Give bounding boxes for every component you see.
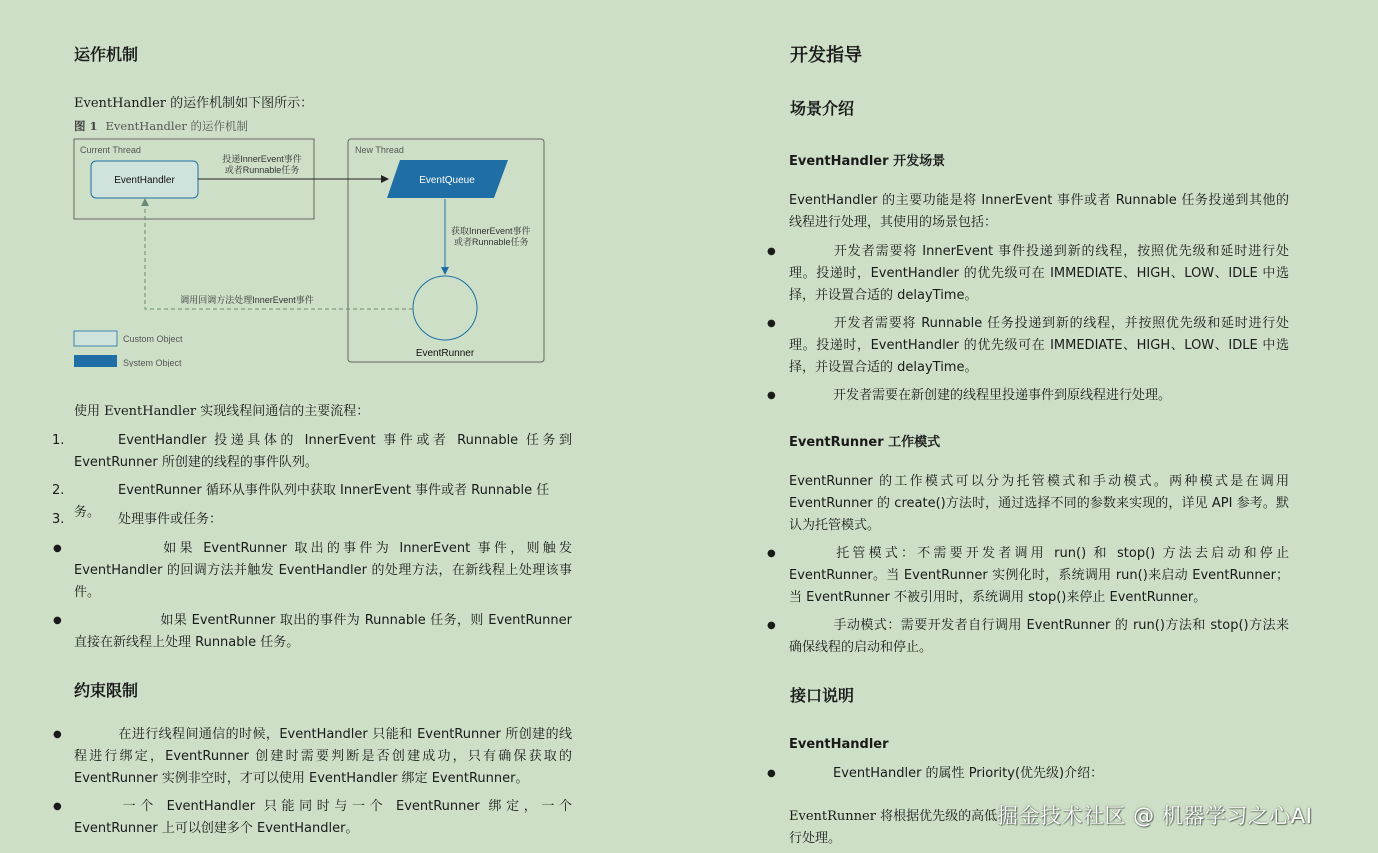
constraint-2-text: 一个 EventHandler 只能同时与一个 EventRunner 绑定，一个 EventRunner 上可以创建多个 EventHandler。 [74, 799, 572, 836]
event-queue-node-label: EventQueue [419, 175, 475, 186]
constraint-1-text: 在进行线程间通信的时候，EventHandler 只能和 EventRunner 所创建的线程进行绑定，EventRunner 创建时需要判断是否创建成功，只有确保获取的 EventRunner 实例非空时，才可以使用 EventHandler 绑定 EventRunner。 [74, 727, 572, 786]
fetch-arrow-label-1: 获取InnerEvent事件 [451, 226, 531, 236]
legend-custom-swatch [74, 331, 117, 346]
eh-scene-bullet-1 [789, 241, 1289, 307]
bullet-dot: ● [53, 729, 62, 740]
eh-scene-bullet-2 [789, 313, 1289, 379]
figure-caption [74, 118, 248, 134]
constraint-2 [74, 796, 572, 840]
legend-custom-label: Custom Object [123, 334, 183, 344]
bullet-dot: ● [767, 548, 776, 559]
bullet-dot: ● [767, 620, 776, 631]
bullet-dot: ● [767, 246, 776, 257]
figure-number: 图 1 [74, 119, 98, 133]
eh-scene-bullet-3-text: 开发者需要在新创建的线程里投递事件到原线程进行处理。 [833, 388, 1172, 403]
post-arrow-label-1: 投递InnerEvent事件 [222, 154, 302, 164]
eh-scene-bullet-1-text: 开发者需要将 InnerEvent 事件投递到新的线程，按照优先级和延时进行处理。投递时，EventHandler 的优先级可在 IMMEDIATE、HIGH、LOW、IDLE 中选择，并设置合适的 delayTime。 [789, 244, 1289, 303]
step-1 [74, 430, 572, 474]
sub-bullet-2-text: 如果 EventRunner 取出的事件为 Runnable 任务，则 EventRunner 直接在新线程上处理 Runnable 任务。 [74, 613, 572, 650]
eh-scene-bullet-3 [789, 385, 1289, 407]
step-number-3: 3. [52, 512, 65, 527]
bullet-dot: ● [53, 615, 62, 626]
step-number-2: 2. [52, 483, 65, 498]
api-tail-line-1: EventRunner 将根据优先级的高低 [789, 809, 998, 824]
event-runner-node [413, 276, 477, 340]
new-thread-label: New Thread [355, 145, 404, 155]
sub-bullet-1 [74, 538, 572, 604]
bullet-dot: ● [767, 390, 776, 401]
section-title-mechanism: 运作机制 [74, 45, 139, 64]
step-1-text: EventHandler 投递具体的 InnerEvent 事件或者 Runnable 任务到 EventRunner 所创建的线程的事件队列。 [74, 433, 572, 470]
watermark: 掘金技术社区 @ 机器学习之心AI [997, 804, 1313, 828]
bullet-dot: ● [767, 768, 776, 779]
runner-bullet-1 [789, 543, 1289, 609]
figure-caption-text: EventHandler 的运作机制 [105, 119, 249, 133]
sub-bullet-2 [74, 610, 572, 654]
section-title-api: 接口说明 [790, 686, 855, 705]
bullet-dot: ● [53, 543, 62, 554]
api-tail-line-2: 行处理。 [789, 831, 842, 846]
fetch-arrow-label-2: 或者Runnable任务 [454, 237, 529, 247]
bullet-dot: ● [767, 318, 776, 329]
runner-bullet-2 [789, 615, 1289, 659]
legend-system-swatch [74, 355, 117, 367]
eh-scene-bullet-2-text: 开发者需要将 Runnable 任务投递到新的线程，并按照优先级和延时进行处理。投递时，EventHandler 的优先级可在 IMMEDIATE、HIGH、LOW、IDLE 中选择，并设置合适的 delayTime。 [789, 316, 1289, 375]
api-bullet-text: EventHandler 的属性 Priority(优先级)介绍： [833, 766, 1104, 781]
subsection-title-runner-mode: EventRunner 工作模式 [789, 435, 941, 450]
section-title-constraints: 约束限制 [74, 681, 139, 700]
runner-bullet-2-text: 手动模式：需要开发者自行调用 EventRunner 的 run()方法和 stop()方法来确保线程的启动和停止。 [789, 618, 1289, 655]
event-runner-node-label: EventRunner [415, 348, 475, 359]
bullet-dot: ● [53, 801, 62, 812]
callback-arrow-label: 调用回调方法处理InnerEvent事件 [180, 295, 314, 305]
mechanism-diagram [70, 135, 550, 367]
api-bullet [789, 763, 1289, 785]
callback-arrow [145, 199, 413, 309]
section-title-scenes: 场景介绍 [790, 99, 855, 118]
step-number-1: 1. [52, 433, 65, 448]
flow-intro: 使用 EventHandler 实现线程间通信的主要流程： [74, 404, 370, 419]
step-2-text: EventRunner 循环从事件队列中获取 InnerEvent 事件或者 Runnable 任务。 [74, 483, 550, 520]
section-title-dev-guide: 开发指导 [790, 45, 862, 66]
runner-bullet-1-text: 托管模式：不需要开发者调用 run() 和 stop() 方法去启动和停止 EventRunner。当 EventRunner 实例化时，系统调用 run()来启动 EventRunner；当 EventRunner 不被引用时，系统调用 stop()来停止 EventRunner。 [789, 546, 1289, 605]
legend-system-label: System Object [123, 358, 182, 367]
step-3-text: 处理事件或任务： [118, 512, 223, 527]
eh-scene-intro: EventHandler 的主要功能是将 InnerEvent 事件或者 Runnable 任务投递到其他的线程进行处理，其使用的场景包括： [789, 193, 1289, 230]
current-thread-label: Current Thread [80, 145, 141, 155]
runner-intro: EventRunner 的工作模式可以分为托管模式和手动模式。两种模式是在调用 EventRunner 的 create()方法时，通过选择不同的参数来实现的，详见 API 参考。默认为托管模式。 [789, 474, 1289, 533]
intro-text: EventHandler 的运作机制如下图所示： [74, 96, 314, 111]
subsection-title-api-eventhandler: EventHandler [789, 737, 889, 752]
constraint-1 [74, 724, 572, 790]
subsection-title-eh-scenes: EventHandler 开发场景 [789, 154, 946, 169]
post-arrow-label-2: 或者Runnable任务 [224, 165, 300, 175]
event-handler-node-label: EventHandler [114, 175, 175, 186]
step-3 [74, 509, 572, 531]
sub-bullet-1-text: 如果 EventRunner 取出的事件为 InnerEvent 事件，则触发 EventHandler 的回调方法并触发 EventHandler 的处理方法，在新线程上处理该事件。 [74, 541, 572, 600]
